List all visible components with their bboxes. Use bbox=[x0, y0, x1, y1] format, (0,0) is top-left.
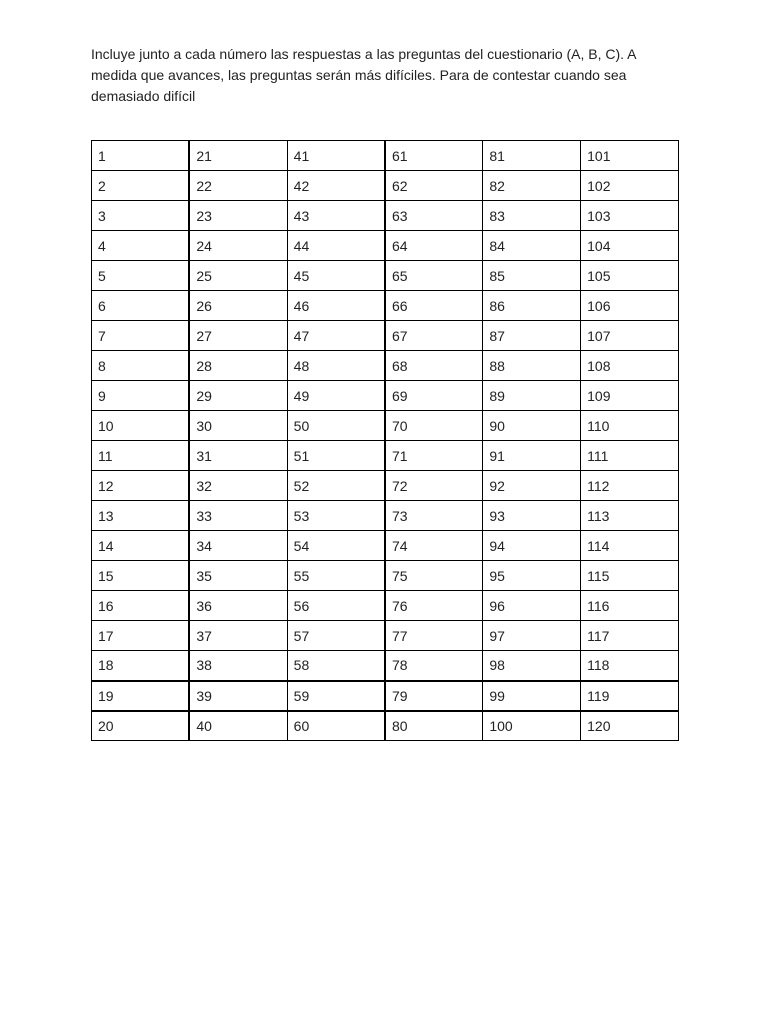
answer-cell: 40 bbox=[189, 711, 287, 741]
answer-cell: 99 bbox=[483, 681, 581, 711]
answer-cell: 25 bbox=[189, 261, 287, 291]
table-row bbox=[92, 201, 679, 231]
answer-cell: 55 bbox=[287, 561, 385, 591]
answer-cell: 46 bbox=[287, 291, 385, 321]
answer-cell: 97 bbox=[483, 621, 581, 651]
answer-cell: 73 bbox=[385, 501, 483, 531]
table-row bbox=[92, 411, 679, 441]
answer-cell: 83 bbox=[483, 201, 581, 231]
answer-table bbox=[91, 140, 679, 741]
answer-cell: 21 bbox=[189, 141, 287, 171]
answer-cell: 39 bbox=[189, 681, 287, 711]
answer-cell: 33 bbox=[189, 501, 287, 531]
answer-cell: 32 bbox=[189, 471, 287, 501]
answer-cell: 92 bbox=[483, 471, 581, 501]
answer-cell: 41 bbox=[287, 141, 385, 171]
answer-cell: 9 bbox=[92, 381, 190, 411]
answer-cell: 68 bbox=[385, 351, 483, 381]
answer-cell: 18 bbox=[92, 651, 190, 681]
table-row bbox=[92, 681, 679, 711]
answer-cell: 15 bbox=[92, 561, 190, 591]
answer-cell: 44 bbox=[287, 231, 385, 261]
answer-cell: 56 bbox=[287, 591, 385, 621]
answer-cell: 52 bbox=[287, 471, 385, 501]
answer-cell: 112 bbox=[581, 471, 679, 501]
answer-cell: 90 bbox=[483, 411, 581, 441]
answer-cell: 71 bbox=[385, 441, 483, 471]
answer-cell: 8 bbox=[92, 351, 190, 381]
answer-cell: 119 bbox=[581, 681, 679, 711]
table-row bbox=[92, 291, 679, 321]
answer-cell: 12 bbox=[92, 471, 190, 501]
answer-cell: 105 bbox=[581, 261, 679, 291]
answer-cell: 70 bbox=[385, 411, 483, 441]
answer-cell: 101 bbox=[581, 141, 679, 171]
answer-cell: 28 bbox=[189, 351, 287, 381]
answer-cell: 23 bbox=[189, 201, 287, 231]
answer-cell: 24 bbox=[189, 231, 287, 261]
answer-cell: 64 bbox=[385, 231, 483, 261]
answer-cell: 53 bbox=[287, 501, 385, 531]
table-row bbox=[92, 501, 679, 531]
answer-cell: 60 bbox=[287, 711, 385, 741]
answer-cell: 77 bbox=[385, 621, 483, 651]
answer-cell: 102 bbox=[581, 171, 679, 201]
answer-cell: 38 bbox=[189, 651, 287, 681]
answer-cell: 93 bbox=[483, 501, 581, 531]
answer-cell: 85 bbox=[483, 261, 581, 291]
answer-cell: 17 bbox=[92, 621, 190, 651]
answer-cell: 62 bbox=[385, 171, 483, 201]
table-row bbox=[92, 381, 679, 411]
answer-cell: 78 bbox=[385, 651, 483, 681]
answer-cell: 80 bbox=[385, 711, 483, 741]
answer-cell: 104 bbox=[581, 231, 679, 261]
answer-cell: 34 bbox=[189, 531, 287, 561]
answer-cell: 47 bbox=[287, 321, 385, 351]
table-row bbox=[92, 591, 679, 621]
table-row bbox=[92, 171, 679, 201]
answer-cell: 1 bbox=[92, 141, 190, 171]
table-row bbox=[92, 471, 679, 501]
answer-cell: 14 bbox=[92, 531, 190, 561]
answer-cell: 3 bbox=[92, 201, 190, 231]
table-row bbox=[92, 441, 679, 471]
answer-cell: 76 bbox=[385, 591, 483, 621]
answer-cell: 69 bbox=[385, 381, 483, 411]
answer-cell: 10 bbox=[92, 411, 190, 441]
answer-cell: 88 bbox=[483, 351, 581, 381]
answer-cell: 61 bbox=[385, 141, 483, 171]
answer-cell: 66 bbox=[385, 291, 483, 321]
answer-cell: 94 bbox=[483, 531, 581, 561]
answer-cell: 84 bbox=[483, 231, 581, 261]
answer-cell: 59 bbox=[287, 681, 385, 711]
answer-cell: 51 bbox=[287, 441, 385, 471]
answer-cell: 22 bbox=[189, 171, 287, 201]
answer-cell: 63 bbox=[385, 201, 483, 231]
answer-cell: 5 bbox=[92, 261, 190, 291]
instructions-text: Incluye junto a cada número las respuestas a las preguntas del cuestionario (A, B, C). A medida que avances, las preguntas serán más difíciles. Para de contestar cuando sea demasiado difícil bbox=[91, 46, 636, 104]
answer-cell: 95 bbox=[483, 561, 581, 591]
answer-cell: 87 bbox=[483, 321, 581, 351]
answer-cell: 11 bbox=[92, 441, 190, 471]
table-row bbox=[92, 621, 679, 651]
answer-cell: 91 bbox=[483, 441, 581, 471]
answer-cell: 37 bbox=[189, 621, 287, 651]
answer-cell: 118 bbox=[581, 651, 679, 681]
answer-cell: 108 bbox=[581, 351, 679, 381]
answer-cell: 72 bbox=[385, 471, 483, 501]
answer-cell: 65 bbox=[385, 261, 483, 291]
answer-cell: 42 bbox=[287, 171, 385, 201]
table-row bbox=[92, 321, 679, 351]
answer-cell: 2 bbox=[92, 171, 190, 201]
answer-cell: 54 bbox=[287, 531, 385, 561]
table-row bbox=[92, 351, 679, 381]
answer-cell: 86 bbox=[483, 291, 581, 321]
answer-cell: 89 bbox=[483, 381, 581, 411]
answer-cell: 111 bbox=[581, 441, 679, 471]
answer-cell: 20 bbox=[92, 711, 190, 741]
answer-cell: 36 bbox=[189, 591, 287, 621]
answer-cell: 26 bbox=[189, 291, 287, 321]
answer-cell: 57 bbox=[287, 621, 385, 651]
answer-cell: 120 bbox=[581, 711, 679, 741]
answer-cell: 109 bbox=[581, 381, 679, 411]
answer-cell: 96 bbox=[483, 591, 581, 621]
answer-cell: 106 bbox=[581, 291, 679, 321]
table-row bbox=[92, 651, 679, 681]
answer-cell: 19 bbox=[92, 681, 190, 711]
answer-cell: 31 bbox=[189, 441, 287, 471]
answer-cell: 48 bbox=[287, 351, 385, 381]
answer-cell: 103 bbox=[581, 201, 679, 231]
answer-cell: 16 bbox=[92, 591, 190, 621]
answer-cell: 30 bbox=[189, 411, 287, 441]
answer-cell: 82 bbox=[483, 171, 581, 201]
table-row bbox=[92, 531, 679, 561]
table-row bbox=[92, 561, 679, 591]
answer-cell: 29 bbox=[189, 381, 287, 411]
answer-cell: 27 bbox=[189, 321, 287, 351]
answer-cell: 6 bbox=[92, 291, 190, 321]
answer-cell: 110 bbox=[581, 411, 679, 441]
answer-cell: 107 bbox=[581, 321, 679, 351]
answer-cell: 115 bbox=[581, 561, 679, 591]
answer-cell: 7 bbox=[92, 321, 190, 351]
answer-cell: 114 bbox=[581, 531, 679, 561]
table-row bbox=[92, 261, 679, 291]
answer-cell: 4 bbox=[92, 231, 190, 261]
answer-cell: 79 bbox=[385, 681, 483, 711]
answer-cell: 75 bbox=[385, 561, 483, 591]
answer-cell: 113 bbox=[581, 501, 679, 531]
answer-cell: 50 bbox=[287, 411, 385, 441]
answer-cell: 49 bbox=[287, 381, 385, 411]
answer-cell: 58 bbox=[287, 651, 385, 681]
answer-cell: 13 bbox=[92, 501, 190, 531]
answer-table-body bbox=[92, 141, 679, 741]
answer-cell: 35 bbox=[189, 561, 287, 591]
table-row bbox=[92, 711, 679, 741]
answer-cell: 117 bbox=[581, 621, 679, 651]
answer-cell: 43 bbox=[287, 201, 385, 231]
answer-cell: 74 bbox=[385, 531, 483, 561]
answer-cell: 98 bbox=[483, 651, 581, 681]
answer-cell: 116 bbox=[581, 591, 679, 621]
answer-cell: 100 bbox=[483, 711, 581, 741]
table-row bbox=[92, 231, 679, 261]
answer-cell: 81 bbox=[483, 141, 581, 171]
table-row bbox=[92, 141, 679, 171]
answer-cell: 67 bbox=[385, 321, 483, 351]
answer-cell: 45 bbox=[287, 261, 385, 291]
